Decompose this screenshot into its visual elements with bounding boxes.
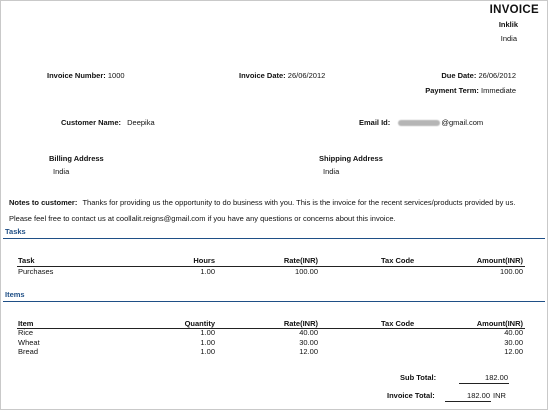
invoice-total-label: Invoice Total:: [387, 391, 435, 400]
notes-text: Thanks for providing us the opportunity to do business with you. This is the invoice for the recent services/products provided by us. Please feel free to contact us at coollalit.reigns@gmail.com if you have any questions or concerns about this invoice.: [9, 198, 516, 223]
email-domain: @gmail.com: [441, 118, 484, 127]
invoice-total-currency: INR: [493, 391, 506, 400]
invoice-date-value: 26/06/2012: [287, 71, 326, 80]
shipping-address-label: Shipping Address: [319, 154, 383, 163]
tasks-header-rate: Rate(INR): [283, 256, 318, 265]
invoice-number: [47, 71, 125, 80]
items-row-1-amount: 40.00: [504, 328, 523, 337]
items-row-3-amount: 12.00: [504, 347, 523, 356]
items-section-rule: [3, 301, 545, 302]
invoice-total-value: 182.00: [467, 391, 490, 400]
items-header-quantity: Quantity: [184, 319, 215, 328]
items-header-rate: Rate(INR): [283, 319, 318, 328]
tasks-row-task: Purchases: [18, 267, 54, 276]
tasks-row-amount: 100.00: [500, 267, 523, 276]
invoice-number-label: Invoice Number:: [47, 71, 106, 80]
invoice-title: INVOICE: [489, 4, 539, 16]
items-row-2-quantity: 1.00: [200, 338, 215, 347]
items-row-2-amount: 30.00: [504, 338, 523, 347]
billing-address-value: India: [53, 167, 70, 176]
invoice-date: [239, 71, 325, 80]
customer-name-value: Deepika: [127, 118, 155, 127]
tasks-header-task: Task: [18, 256, 35, 265]
shipping-address-value: India: [323, 167, 340, 176]
items-row-2-rate: 30.00: [299, 338, 318, 347]
customer-email: [359, 118, 483, 127]
company-country: India: [500, 34, 517, 43]
items-section-title: Items: [5, 290, 25, 299]
tasks-header-amount: Amount(INR): [476, 256, 523, 265]
tasks-section-title: Tasks: [5, 227, 26, 236]
subtotal-label: Sub Total:: [400, 373, 437, 382]
invoice-number-value: 1000: [107, 71, 125, 80]
redacted-email-user: [398, 120, 440, 126]
company-name: Inklik: [498, 20, 518, 29]
items-row-3-rate: 12.00: [299, 347, 318, 356]
tasks-header-tax-code: Tax Code: [381, 256, 415, 265]
tasks-header-hours: Hours: [193, 256, 215, 265]
due-date-value: 26/06/2012: [478, 71, 516, 80]
due-date-label: Due Date:: [441, 71, 477, 80]
items-header-item: Item: [18, 319, 34, 328]
email-label: Email Id:: [359, 118, 391, 127]
payment-term: [425, 86, 516, 95]
invoice-total-rule: [445, 401, 491, 402]
notes-to-customer: [9, 195, 539, 226]
subtotal-value: 182.00: [485, 373, 508, 382]
items-header-tax-code: Tax Code: [381, 319, 415, 328]
tasks-header-rule: [17, 266, 525, 267]
items-header-amount: Amount(INR): [476, 319, 523, 328]
tasks-row-hours: 1.00: [200, 267, 215, 276]
billing-address-label: Billing Address: [49, 154, 104, 163]
items-row-1-quantity: 1.00: [200, 328, 215, 337]
tasks-section-rule: [3, 238, 545, 239]
items-row-1-item: Rice: [18, 328, 34, 337]
payment-term-value: Immediate: [480, 86, 516, 95]
notes-label: Notes to customer:: [9, 198, 78, 207]
items-row-3-quantity: 1.00: [200, 347, 215, 356]
invoice-date-label: Invoice Date:: [239, 71, 286, 80]
items-header-rule: [17, 328, 525, 329]
items-row-3-item: Bread: [18, 347, 39, 356]
customer-name-label: Customer Name:: [61, 118, 122, 127]
payment-term-label: Payment Term:: [425, 86, 479, 95]
subtotal-rule: [459, 383, 509, 384]
due-date: [441, 71, 516, 80]
items-row-1-rate: 40.00: [299, 328, 318, 337]
tasks-row-rate: 100.00: [295, 267, 318, 276]
items-row-2-item: Wheat: [18, 338, 40, 347]
customer-name: [61, 118, 155, 127]
